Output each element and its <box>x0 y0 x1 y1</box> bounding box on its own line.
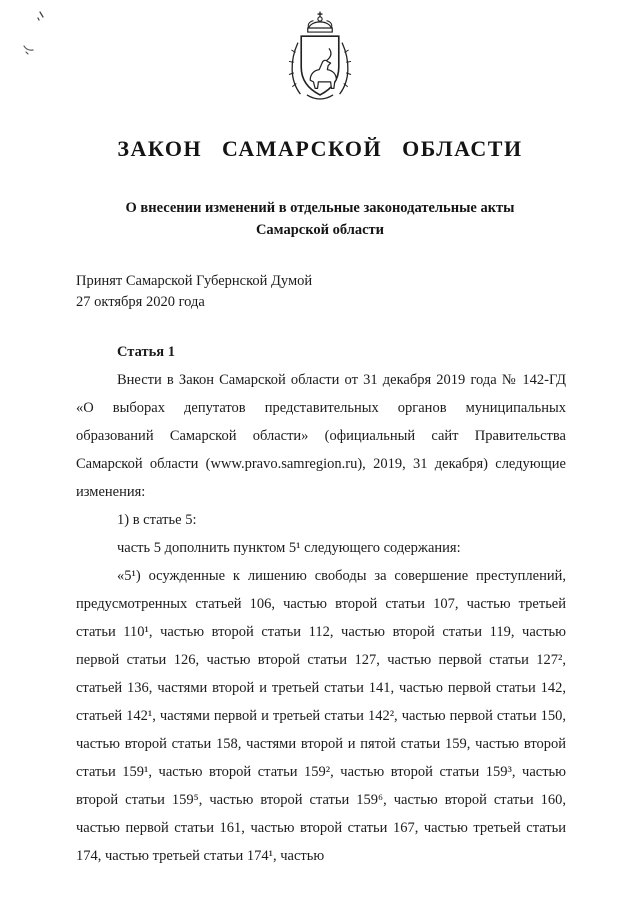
paragraph-amendment-intro: Внести в Закон Самарской области от 31 декабря 2019 года № 142-ГД «О выборах депутатов представительных органов муниципальных образований Самарской области» (официальный сайт Правительства Самарской области (www.pravo.samregion.ru), 2019, 31 декабря) следующие изменения: <box>76 372 566 500</box>
article-1-heading: Статья 1 <box>117 344 175 360</box>
scan-artifact-marks <box>18 6 58 58</box>
document-title: ЗАКОН САМАРСКОЙ ОБЛАСТИ <box>117 136 523 161</box>
paragraph-part-5-supplement: часть 5 дополнить пунктом 5¹ следующего содержания: <box>117 540 461 556</box>
subtitle-line-2: Самарской области <box>255 222 385 238</box>
subtitle-line-1: О внесении изменений в отдельные законодательные акты <box>125 200 515 216</box>
paragraph-item-1: 1) в статье 5: <box>117 512 197 528</box>
adopted-by-line: Принят Самарской Губернской Думой <box>76 273 313 289</box>
adopted-date-line: 27 октября 2020 года <box>76 294 205 310</box>
adoption-block <box>76 271 312 313</box>
document-body <box>76 338 566 870</box>
samara-coat-of-arms-icon <box>283 10 357 108</box>
paragraph-convicted-list: «5¹) осужденные к лишению свободы за совершение преступлений, предусмотренных статьей 106, частью второй статьи 107, частью третьей статьи 110¹, частью второй статьи 112, частью второй статьи 119, частью первой статьи 126, частью второй статьи 127, частью первой статьи 127², статьей 136, частями второй и третьей статьи 141, частью первой статьи 142, статьей 142¹, частями первой и третьей статьи 142², частью первой статьи 150, частью второй статьи 158, частями второй и пятой статьи 159, частью второй статьи 159¹, частью второй статьи 159², частью второй статьи 159³, частью второй статьи 159⁵, частью второй статьи 159⁶, частью второй статьи 160, частью первой статьи 161, частью второй статьи 167, частью третьей статьи 174, частью третьей статьи 174¹, частью <box>76 568 566 864</box>
document-subtitle <box>75 197 565 241</box>
